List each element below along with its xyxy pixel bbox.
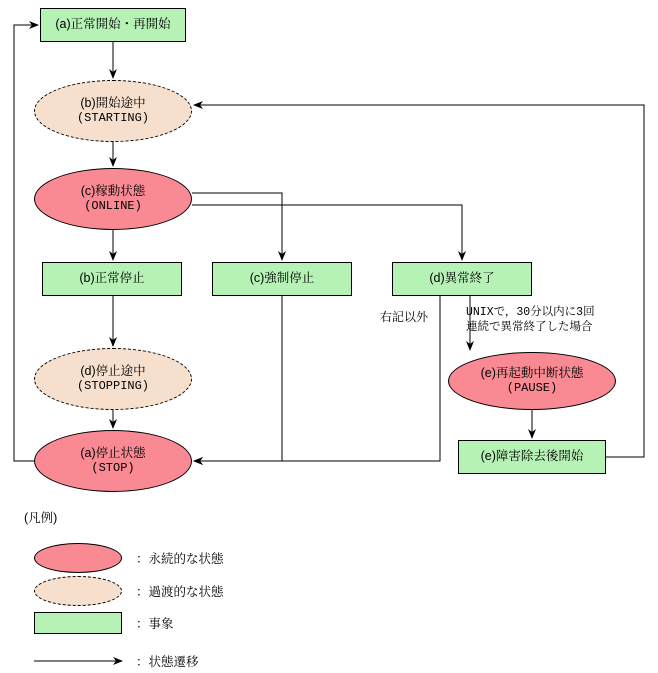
edge-label-line1: 右記以外 (380, 310, 429, 324)
node-label: (b)正常停止 (79, 271, 145, 286)
node-label-line1: (b)開始途中 (80, 95, 146, 110)
legend-label: ：事象 (136, 617, 174, 631)
node-abnormal-end[interactable] (392, 262, 532, 296)
edge-label-line1: UNIXで，30分以内に3回 (466, 306, 595, 319)
node-label-line2: (STOPPING) (76, 379, 149, 394)
node-normal-stop[interactable] (42, 262, 182, 296)
node-recovery-start[interactable] (458, 440, 606, 474)
edge-label-unix-condition (466, 306, 595, 336)
node-pause[interactable] (448, 352, 616, 410)
node-stopping[interactable] (34, 348, 192, 410)
legend-label: ：状態遷移 (136, 655, 199, 669)
legend-label: ：永続的な状態 (136, 552, 224, 566)
legend-swatch-persistent-state (34, 543, 122, 573)
node-label-line2: (PAUSE) (506, 381, 558, 396)
legend-item-event (34, 612, 174, 634)
node-online[interactable] (34, 168, 192, 230)
node-label-line1: (d)停止途中 (80, 363, 146, 378)
legend-swatch-event (34, 612, 122, 634)
node-label-line2: (ONLINE) (84, 199, 142, 214)
node-normal-start[interactable] (40, 8, 186, 42)
legend-swatch-transient-state (34, 576, 122, 606)
node-label-line2: (STARTING) (76, 111, 149, 126)
node-label: (c)強制停止 (249, 271, 315, 286)
node-starting[interactable] (34, 80, 192, 142)
node-label: (e)障害除去後開始 (480, 449, 584, 464)
node-label: (a)正常開始・再開始 (55, 17, 171, 32)
legend-item-transition (34, 650, 199, 672)
node-label-line2: (STOP) (91, 461, 135, 476)
node-stop[interactable] (34, 430, 192, 492)
legend-title: (凡例) (24, 511, 58, 525)
node-forced-stop[interactable] (212, 262, 352, 296)
edge-label-other-than-right (380, 310, 428, 326)
edge-label-line2: 連続で異常終了した場合 (466, 320, 593, 334)
legend-label: ：過渡的な状態 (136, 585, 224, 599)
legend-item-persistent (34, 543, 224, 573)
legend-item-transient (34, 576, 224, 606)
node-label-line1: (a)停止状態 (80, 445, 146, 460)
node-label: (d)異常終了 (429, 271, 495, 286)
node-label-line1: (c)稼動状態 (80, 183, 146, 198)
node-label-line1: (e)再起動中断状態 (480, 365, 584, 380)
legend-swatch-transition-arrow (34, 650, 122, 672)
